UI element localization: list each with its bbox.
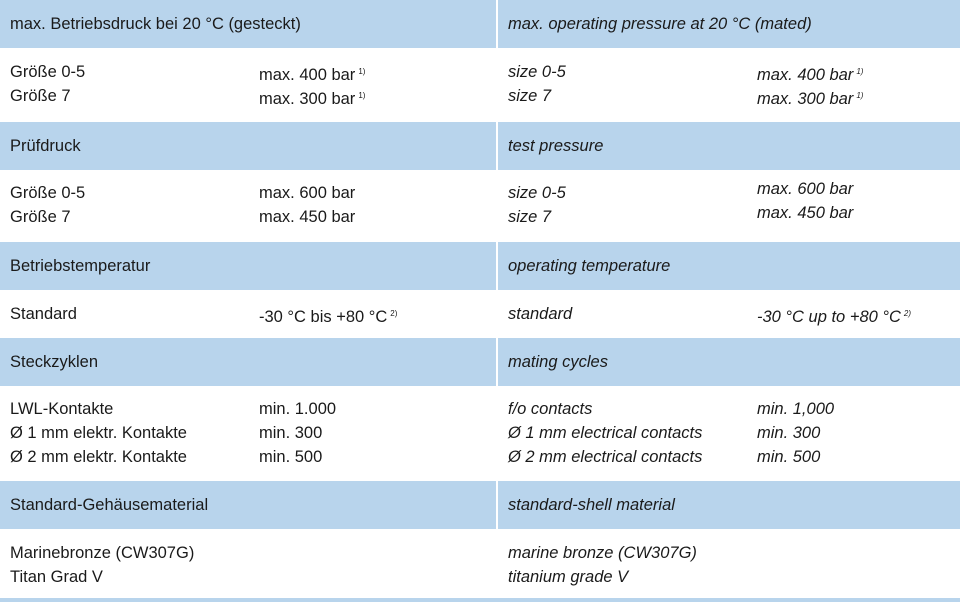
header-en: test pressure [508, 136, 604, 155]
de-label: Ø 2 mm elektr. Kontakte [10, 448, 187, 466]
header-en: mating cycles [508, 352, 608, 371]
de-label: Größe 0-5 [10, 63, 86, 81]
de-label: Ø 1 mm elektr. Kontakte [10, 424, 187, 442]
footnote-marker: 1) [856, 67, 864, 76]
column-divider [496, 0, 498, 48]
section-header-operating-temperature [0, 242, 960, 290]
de-value: -30 °C bis +80 °C [259, 308, 388, 326]
en-label: Ø 2 mm electrical contacts [508, 448, 703, 466]
en-label: size 7 [508, 208, 552, 226]
de-label: Größe 7 [10, 208, 71, 226]
footnote-marker: 1) [358, 67, 366, 76]
header-de: max. Betriebsdruck bei 20 °C (gesteckt) [10, 14, 301, 33]
footnote-marker: 1) [856, 91, 864, 100]
header-de: Standard-Gehäusematerial [10, 495, 209, 514]
bottom-band [0, 598, 960, 602]
de-label: Größe 0-5 [10, 184, 86, 202]
en-value: min. 1,000 [757, 400, 835, 418]
header-de: Betriebstemperatur [10, 256, 151, 275]
en-value: max. 600 bar [757, 180, 854, 198]
en-label: marine bronze (CW307G) [508, 544, 697, 562]
footnote-marker: 1) [358, 91, 366, 100]
en-label: standard [508, 305, 573, 323]
section-header-mating-cycles [0, 338, 960, 386]
de-value: min. 500 [259, 448, 323, 466]
de-label: Größe 7 [10, 87, 71, 105]
de-value: min. 300 [259, 424, 323, 442]
column-divider [496, 481, 498, 529]
en-label: size 7 [508, 87, 552, 105]
en-label: size 0-5 [508, 184, 566, 202]
en-label: titanium grade V [508, 568, 629, 586]
column-divider [496, 338, 498, 386]
header-de: Steckzyklen [10, 352, 99, 371]
header-en: standard-shell material [508, 495, 675, 514]
de-label: Marinebronze (CW307G) [10, 544, 195, 562]
de-label: Titan Grad V [10, 568, 103, 586]
de-label: Standard [10, 305, 77, 323]
de-value: max. 300 bar [259, 90, 356, 108]
de-value: min. 1.000 [259, 400, 337, 418]
en-label: f/o contacts [508, 400, 593, 418]
en-value: -30 °C up to +80 °C [757, 308, 901, 326]
en-label: size 0-5 [508, 63, 566, 81]
en-value: min. 500 [757, 448, 821, 466]
header-en: max. operating pressure at 20 °C (mated) [508, 14, 812, 33]
footnote-marker: 2) [903, 309, 912, 318]
header-en: operating temperature [508, 256, 671, 275]
de-value: max. 400 bar [259, 66, 356, 84]
de-value: max. 600 bar [259, 184, 356, 202]
footnote-marker: 2) [390, 309, 398, 318]
en-label: Ø 1 mm electrical contacts [508, 424, 703, 442]
en-value: max. 400 bar [757, 66, 854, 84]
en-value: max. 450 bar [757, 204, 854, 222]
column-divider [496, 242, 498, 290]
en-value: min. 300 [757, 424, 821, 442]
section-header-shell-material [0, 481, 960, 529]
section-header-max-operating-pressure [0, 0, 960, 48]
de-value: max. 450 bar [259, 208, 356, 226]
en-value: max. 300 bar [757, 90, 854, 108]
column-divider [496, 122, 498, 170]
de-label: LWL-Kontakte [10, 400, 114, 418]
header-de: Prüfdruck [10, 136, 81, 155]
section-header-test-pressure [0, 122, 960, 170]
